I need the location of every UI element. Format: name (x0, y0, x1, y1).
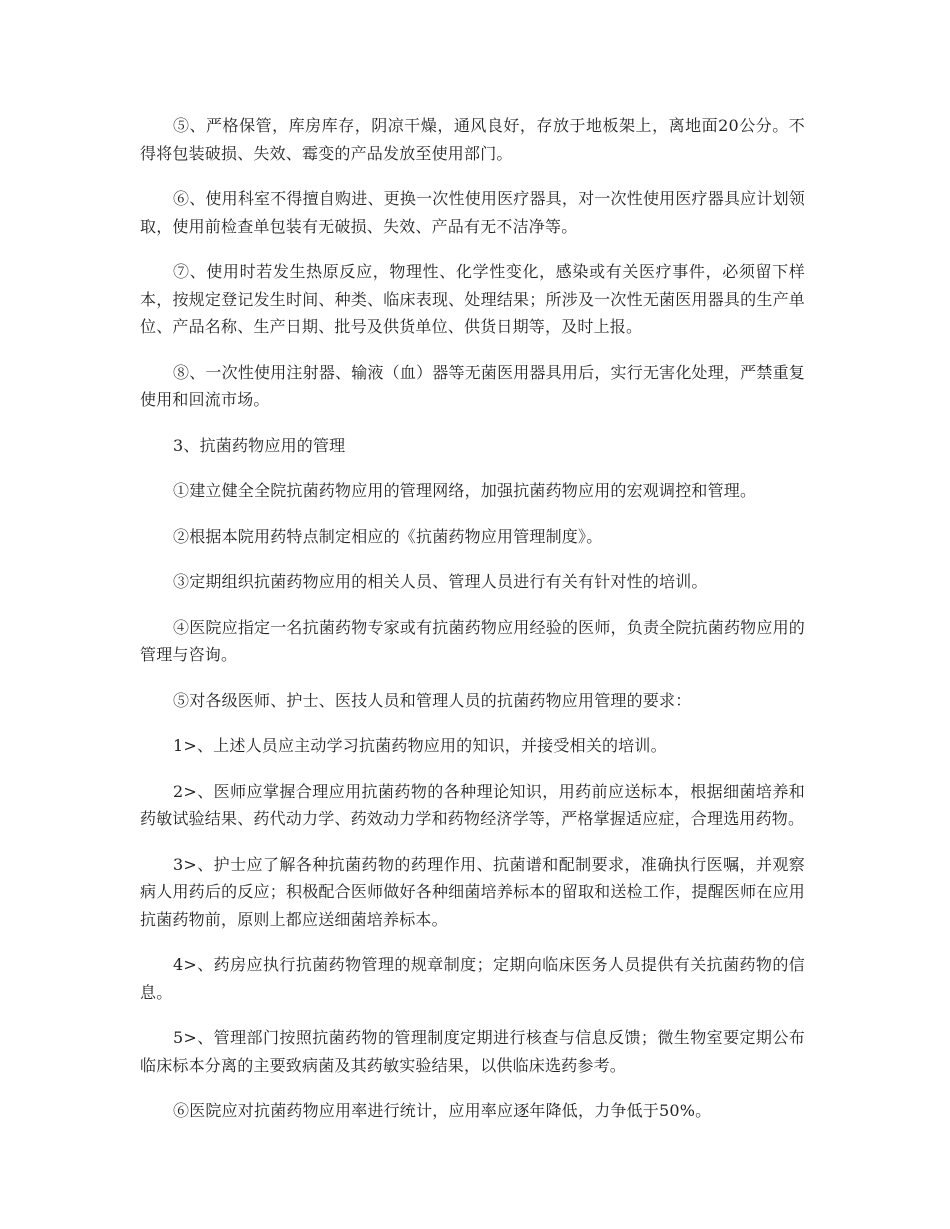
list-item-requirement-3: 3>、护士应了解各种抗菌药物的药理作用、抗菌谱和配制要求，准确执行医嘱，并观察病人用药后的反应；积极配合医师做好各种细菌培养标本的留取和送检工作，提醒医师在应用抗菌药物前，原则上都应送细菌培养标本。 (140, 854, 805, 929)
paragraph-storage-rules: ⑤、严格保管，库房库存，阴凉干燥，通风良好，存放于地板架上，离地面20公分。不得将包装破损、失效、霉变的产品发放至使用部门。 (140, 116, 805, 163)
paragraph-disposal: ⑧、一次性使用注射器、输液（血）器等无菌医用器具用后，实行无害化处理，严禁重复使用和回流市场。 (140, 362, 805, 409)
paragraph-staff-requirements: ⑤对各级医师、护士、医技人员和管理人员的抗菌药物应用管理的要求： (173, 690, 692, 710)
paragraph-department-usage: ⑥、使用科室不得擅自购进、更换一次性使用医疗器具，对一次性使用医疗器具应计划领取，使用前检查单包装有无破损、失效、产品有无不洁净等。 (140, 189, 805, 236)
section-heading-antibiotic-management: 3、抗菌药物应用的管理 (173, 435, 346, 455)
list-item-requirement-2: 2>、医师应掌握合理应用抗菌药物的各种理论知识，用药前应送标本，根据细菌培养和药敏试验结果、药代动力学、药效动力学和药物经济学等，严格掌握适应症，合理选用药物。 (140, 781, 805, 828)
paragraph-training: ③定期组织抗菌药物应用的相关人员、管理人员进行有关有针对性的培训。 (173, 572, 708, 591)
list-item-requirement-4: 4>、药房应执行抗菌药物管理的规章制度；定期向临床医务人员提供有关抗菌药物的信息。 (140, 955, 805, 1002)
paragraph-usage-statistics: ⑥医院应对抗菌药物应用率进行统计，应用率应逐年降低，力争低于50%。 (173, 1101, 712, 1120)
list-item-requirement-1: 1>、上述人员应主动学习抗菌药物应用的知识，并接受相关的培训。 (173, 736, 667, 755)
paragraph-expert-assignment: ④医院应指定一名抗菌药物专家或有抗菌药物应用经验的医师，负责全院抗菌药物应用的管理与咨询。 (140, 617, 805, 664)
list-item-requirement-5: 5>、管理部门按照抗菌药物的管理制度定期进行核查与信息反馈；微生物室要定期公布临床标本分离的主要致病菌及其药敏实验结果，以供临床选药参考。 (140, 1028, 805, 1075)
paragraph-management-policy: ②根据本院用药特点制定相应的《抗菌药物应用管理制度》。 (173, 526, 603, 546)
paragraph-adverse-event-reporting: ⑦、使用时若发生热原反应，物理性、化学性变化，感染或有关医疗事件，必须留下样本，按规定登记发生时间、种类、临床表现、处理结果；所涉及一次性无菌医用器具的生产单位、产品名称、生产日期、批号及供货单位、供货日期等，及时上报。 (140, 262, 805, 336)
paragraph-management-network: ①建立健全全院抗菌药物应用的管理网络，加强抗菌药物应用的宏观调控和管理。 (173, 481, 757, 500)
